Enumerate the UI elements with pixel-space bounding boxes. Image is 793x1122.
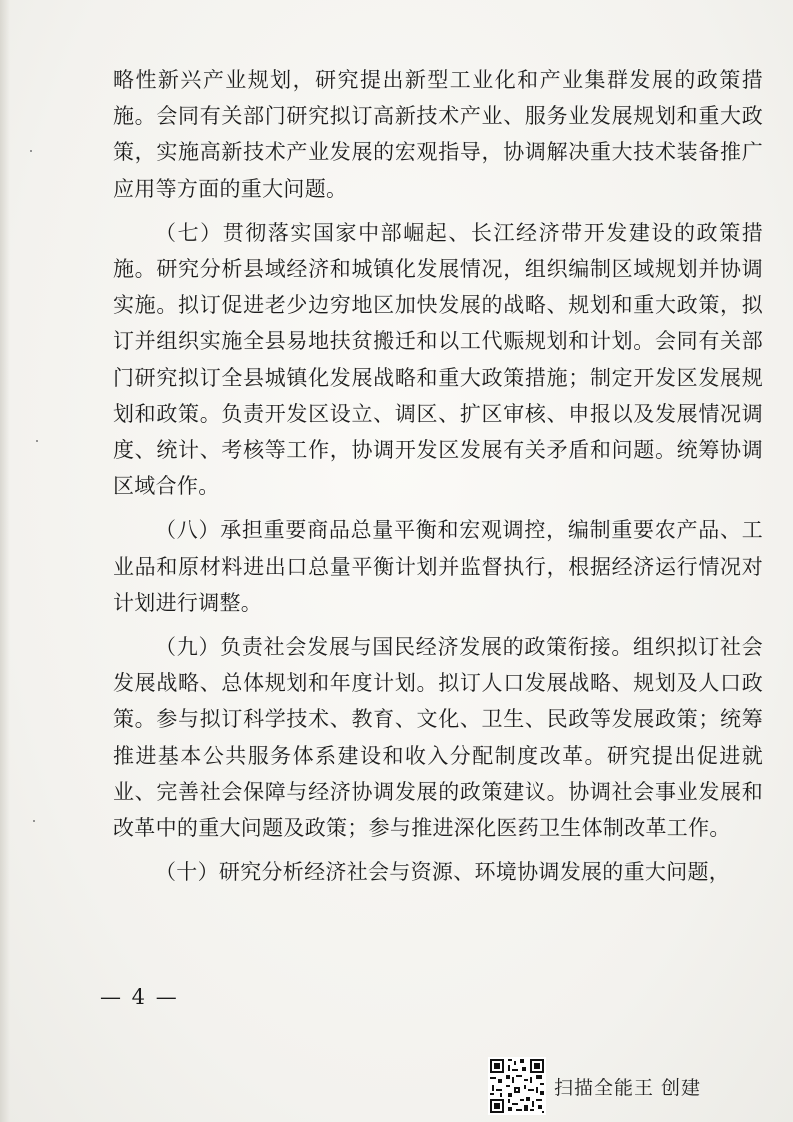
page-number: — 4 — xyxy=(100,985,179,1009)
page-edge-shadow xyxy=(0,0,10,1122)
paragraph-item-10: （十）研究分析经济社会与资源、环境协调发展的重大问题， xyxy=(155,860,731,885)
qr-code-icon xyxy=(488,1057,546,1115)
paragraph-item-9: （九）负责社会发展与国民经济发展的政策衔接。组织拟订社会发展战略、总体规划和年度计划。拟订人口发展战略、规划及人口政策。参与拟订科学技术、教育、文化、卫生、民政等发展政策；统筹推进基本公共服务体系建设和收入分配制度改革。研究提出促进就业、完善社会保障与经济协调发展的政策建议。协调社会事业发展和改革中的重大问题及政策；参与推进深化医药卫生体制改革工作。 xyxy=(113,635,763,841)
scan-speck xyxy=(33,820,35,822)
document-body xyxy=(113,62,763,898)
scan-speck xyxy=(30,150,32,152)
paragraph-item-8: （八）承担重要商品总量平衡和宏观调控，编制重要农产品、工业品和原材料进出口总量平衡计划并监督执行，根据经济运行情况对计划进行调整。 xyxy=(113,518,763,615)
paragraph-item-7: （七）贯彻落实国家中部崛起、长江经济带开发建设的政策措施。研究分析县域经济和城镇化发展情况，组织编制区域规划并协调实施。拟订促进老少边穷地区加快发展的战略、规划和重大政策，拟订并组织实施全县易地扶贫搬迁和以工代赈规划和计划。会同有关部门研究拟订全县城镇化发展战略和重大政策措施；制定开发区发展规划和政策。负责开发区设立、调区、扩区审核、申报以及发展情况调度、统计、考核等工作，协调开发区发展有关矛盾和问题。统筹协调区域合作。 xyxy=(113,220,763,499)
paragraph-continuation: 略性新兴产业规划，研究提出新型工业化和产业集群发展的政策措施。会同有关部门研究拟订高新技术产业、服务业发展规划和重大政策，实施高新技术产业发展的宏观指导，协调解决重大技术装备推广应用等方面的重大问题。 xyxy=(113,68,763,201)
scan-speck xyxy=(36,440,38,442)
scanner-app-label: 扫描全能王 创建 xyxy=(554,1076,702,1099)
scanner-watermark xyxy=(488,1057,701,1115)
